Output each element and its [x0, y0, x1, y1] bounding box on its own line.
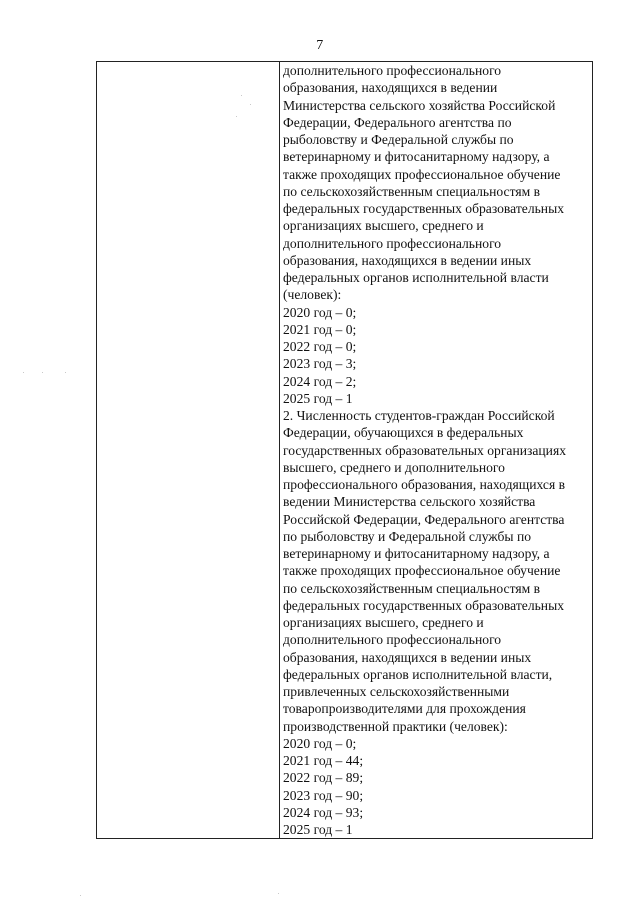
text-line: ведении Министерства сельского хозяйства	[283, 494, 536, 510]
text-line: дополнительного профессионального	[283, 235, 502, 251]
text-line: государственных образовательных организациях	[283, 442, 567, 458]
scan-speck	[65, 372, 66, 373]
text-line: образования, находящихся в ведении	[283, 80, 498, 96]
text-line: также проходящих профессиональное обучение	[283, 166, 561, 182]
text-line: 2024 год – 2;	[283, 373, 357, 389]
text-line: 2023 год – 3;	[283, 356, 357, 372]
scan-speck	[236, 116, 237, 117]
text-line: высшего, среднего и дополнительного	[283, 459, 505, 475]
text-line: образования, находящихся в ведении иных	[283, 252, 532, 268]
scan-speck	[250, 104, 251, 105]
text-line: 2021 год – 0;	[283, 321, 357, 337]
text-line: образования, находящихся в ведении иных	[283, 649, 532, 665]
text-line: Министерства сельского хозяйства Российской	[283, 97, 556, 113]
text-line: 2024 год – 93;	[283, 804, 364, 820]
text-line: федеральных государственных образовательных	[283, 597, 565, 613]
text-line: дополнительного профессионального	[283, 63, 502, 78]
scan-speck	[80, 895, 81, 896]
text-line: 2025 год – 1	[283, 390, 353, 406]
scan-speck	[278, 893, 279, 894]
text-line: 2020 год – 0;	[283, 304, 357, 320]
left-cell	[97, 62, 279, 838]
text-line: по сельскохозяйственным специальностям в	[283, 183, 540, 199]
text-line: 2025 год – 1	[283, 822, 353, 837]
scan-speck	[23, 372, 24, 373]
text-line: 2021 год – 44;	[283, 753, 364, 768]
page-number: 7	[316, 38, 324, 53]
text-line: профессионального образования, находящихся в	[283, 477, 566, 492]
text-line: федеральных органов исполнительной власти,	[283, 666, 553, 682]
scan-speck	[241, 95, 242, 96]
text-line: производственной практики (человек):	[283, 718, 508, 734]
text-line: Федерации, Федерального агентства по	[283, 114, 512, 130]
text-line: по рыболовству и Федеральной службы по	[283, 528, 532, 544]
text-line: Федерации, обучающихся в федеральных	[283, 425, 524, 441]
text-line: 2020 год – 0;	[283, 735, 357, 751]
text-line: ветеринарному и фитосанитарному надзору, а	[283, 149, 550, 165]
text-line: 2022 год – 89;	[283, 770, 364, 786]
document-table	[96, 61, 593, 839]
right-cell-text	[283, 62, 589, 838]
text-line: федеральных органов исполнительной власти	[283, 270, 549, 285]
text-line: по сельскохозяйственным специальностям в	[283, 580, 540, 596]
text-line: организациях высшего, среднего и	[283, 615, 484, 630]
text-line: привлеченных сельскохозяйственными	[283, 684, 510, 699]
text-line: 2. Численность студентов-граждан Российской	[283, 408, 555, 423]
scan-speck	[42, 372, 43, 373]
text-line: (человек):	[283, 287, 342, 303]
text-line: рыболовству и Федеральной службы по	[283, 132, 514, 147]
text-line: также проходящих профессиональное обучение	[283, 563, 561, 579]
text-line: 2022 год – 0;	[283, 339, 357, 354]
text-line: товаропроизводителями для прохождения	[283, 701, 526, 717]
column-divider	[279, 62, 280, 838]
text-line: Российской Федерации, Федерального агентства	[283, 511, 565, 527]
text-line: организациях высшего, среднего и	[283, 218, 484, 234]
text-line: 2023 год – 90;	[283, 787, 364, 803]
text-line: дополнительного профессионального	[283, 632, 502, 648]
text-line: федеральных государственных образовательных	[283, 201, 565, 216]
text-line: ветеринарному и фитосанитарному надзору, а	[283, 546, 550, 561]
